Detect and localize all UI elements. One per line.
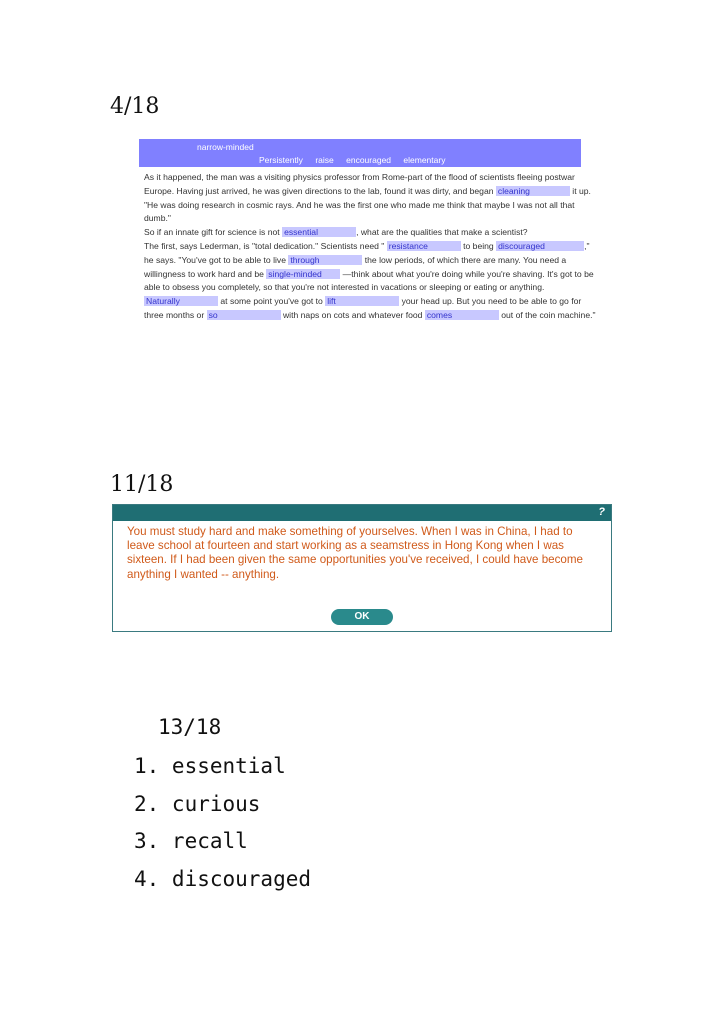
passage-text: the low periods, of which there are many. You need a willingness to work hard and be	[144, 254, 567, 279]
passage-text: it up. "He was doing research in cosmic rays. And he was the first one who made me think that maybe I was not all that dumb."	[144, 185, 591, 224]
word-bank-item: elementary	[403, 155, 446, 165]
help-icon[interactable]: ?	[598, 506, 605, 518]
passage-text: to being	[460, 240, 497, 251]
answer-blank[interactable]: resistance	[387, 241, 461, 251]
answer-blank[interactable]: discouraged	[496, 241, 584, 251]
answer-blank[interactable]: lift	[325, 296, 399, 306]
answer-blank[interactable]: comes	[425, 310, 499, 320]
list-item: 1. essential	[134, 754, 286, 778]
list-item: 3. recall	[134, 829, 248, 854]
passage-text: out of the coin machine."	[498, 309, 596, 320]
passage-text: So if an innate gift for science is not	[144, 227, 283, 238]
passage-text: , what are the qualities that make a scientist?	[356, 227, 528, 238]
answer-blank[interactable]: so	[207, 310, 281, 320]
answer-list	[134, 754, 311, 905]
dialog-message-text: You must study hard and make something of yourselves. When I was in China, I had to leave school at fourteen and start working as a seamstress in Hong Kong when I was sixteen. If I had been given the same opportunities you've received, I could have become anything I wanted -- anything.	[127, 525, 583, 581]
passage-text: at some point you've got to	[218, 296, 326, 307]
word-bank-item: Persistently	[259, 155, 303, 165]
passage-text: —think about what you're doing while you're shaving. It's got to be able to obsess you completely, so that you're not interested in vacations or sleeping or eating or anything.	[144, 268, 594, 293]
section-label-11-18: 11/18	[110, 472, 174, 497]
list-item: 2. curious	[134, 791, 261, 816]
passage-text: ," he says. "You've got to be able to live	[144, 240, 590, 265]
answer-blank[interactable]: Naturally	[144, 296, 218, 306]
passage-text: your head up. But you need to be able to go for three months or	[144, 296, 582, 320]
dialog-title-bar	[113, 505, 611, 521]
message-dialog	[112, 504, 612, 632]
passage-text: As it happened, the man was a visiting physics professor from Rome-part of the flood of scientists fleeing postwar Europe. Having just arrived, he was given directions to the lab, found it was dirty, and began	[144, 172, 575, 196]
word-bank	[139, 139, 581, 167]
word-bank-item: raise	[315, 155, 334, 165]
answer-blank[interactable]: cleaning	[496, 186, 570, 196]
passage-paragraph	[126, 240, 598, 323]
passage-paragraph	[126, 226, 598, 240]
answer-blank[interactable]: single-minded	[266, 269, 340, 279]
section-label-4-18: 4/18	[110, 94, 160, 119]
reading-passage	[126, 171, 598, 323]
passage-paragraph	[126, 171, 598, 226]
dialog-message	[127, 525, 597, 582]
word-bank-item: narrow-minded	[197, 142, 254, 152]
word-bank-item: encouraged	[346, 155, 392, 165]
list-item: 4. discouraged	[134, 867, 312, 892]
answer-blank[interactable]: essential	[282, 227, 356, 237]
passage-text: with naps on cots and whatever food	[280, 309, 425, 320]
passage-text: The first, says Lederman, is "total dedication." Scientists need "	[144, 240, 387, 251]
section-label-13-18: 13/18	[158, 715, 222, 739]
answer-blank[interactable]: through	[288, 255, 362, 265]
ok-button[interactable]: OK	[331, 609, 393, 625]
